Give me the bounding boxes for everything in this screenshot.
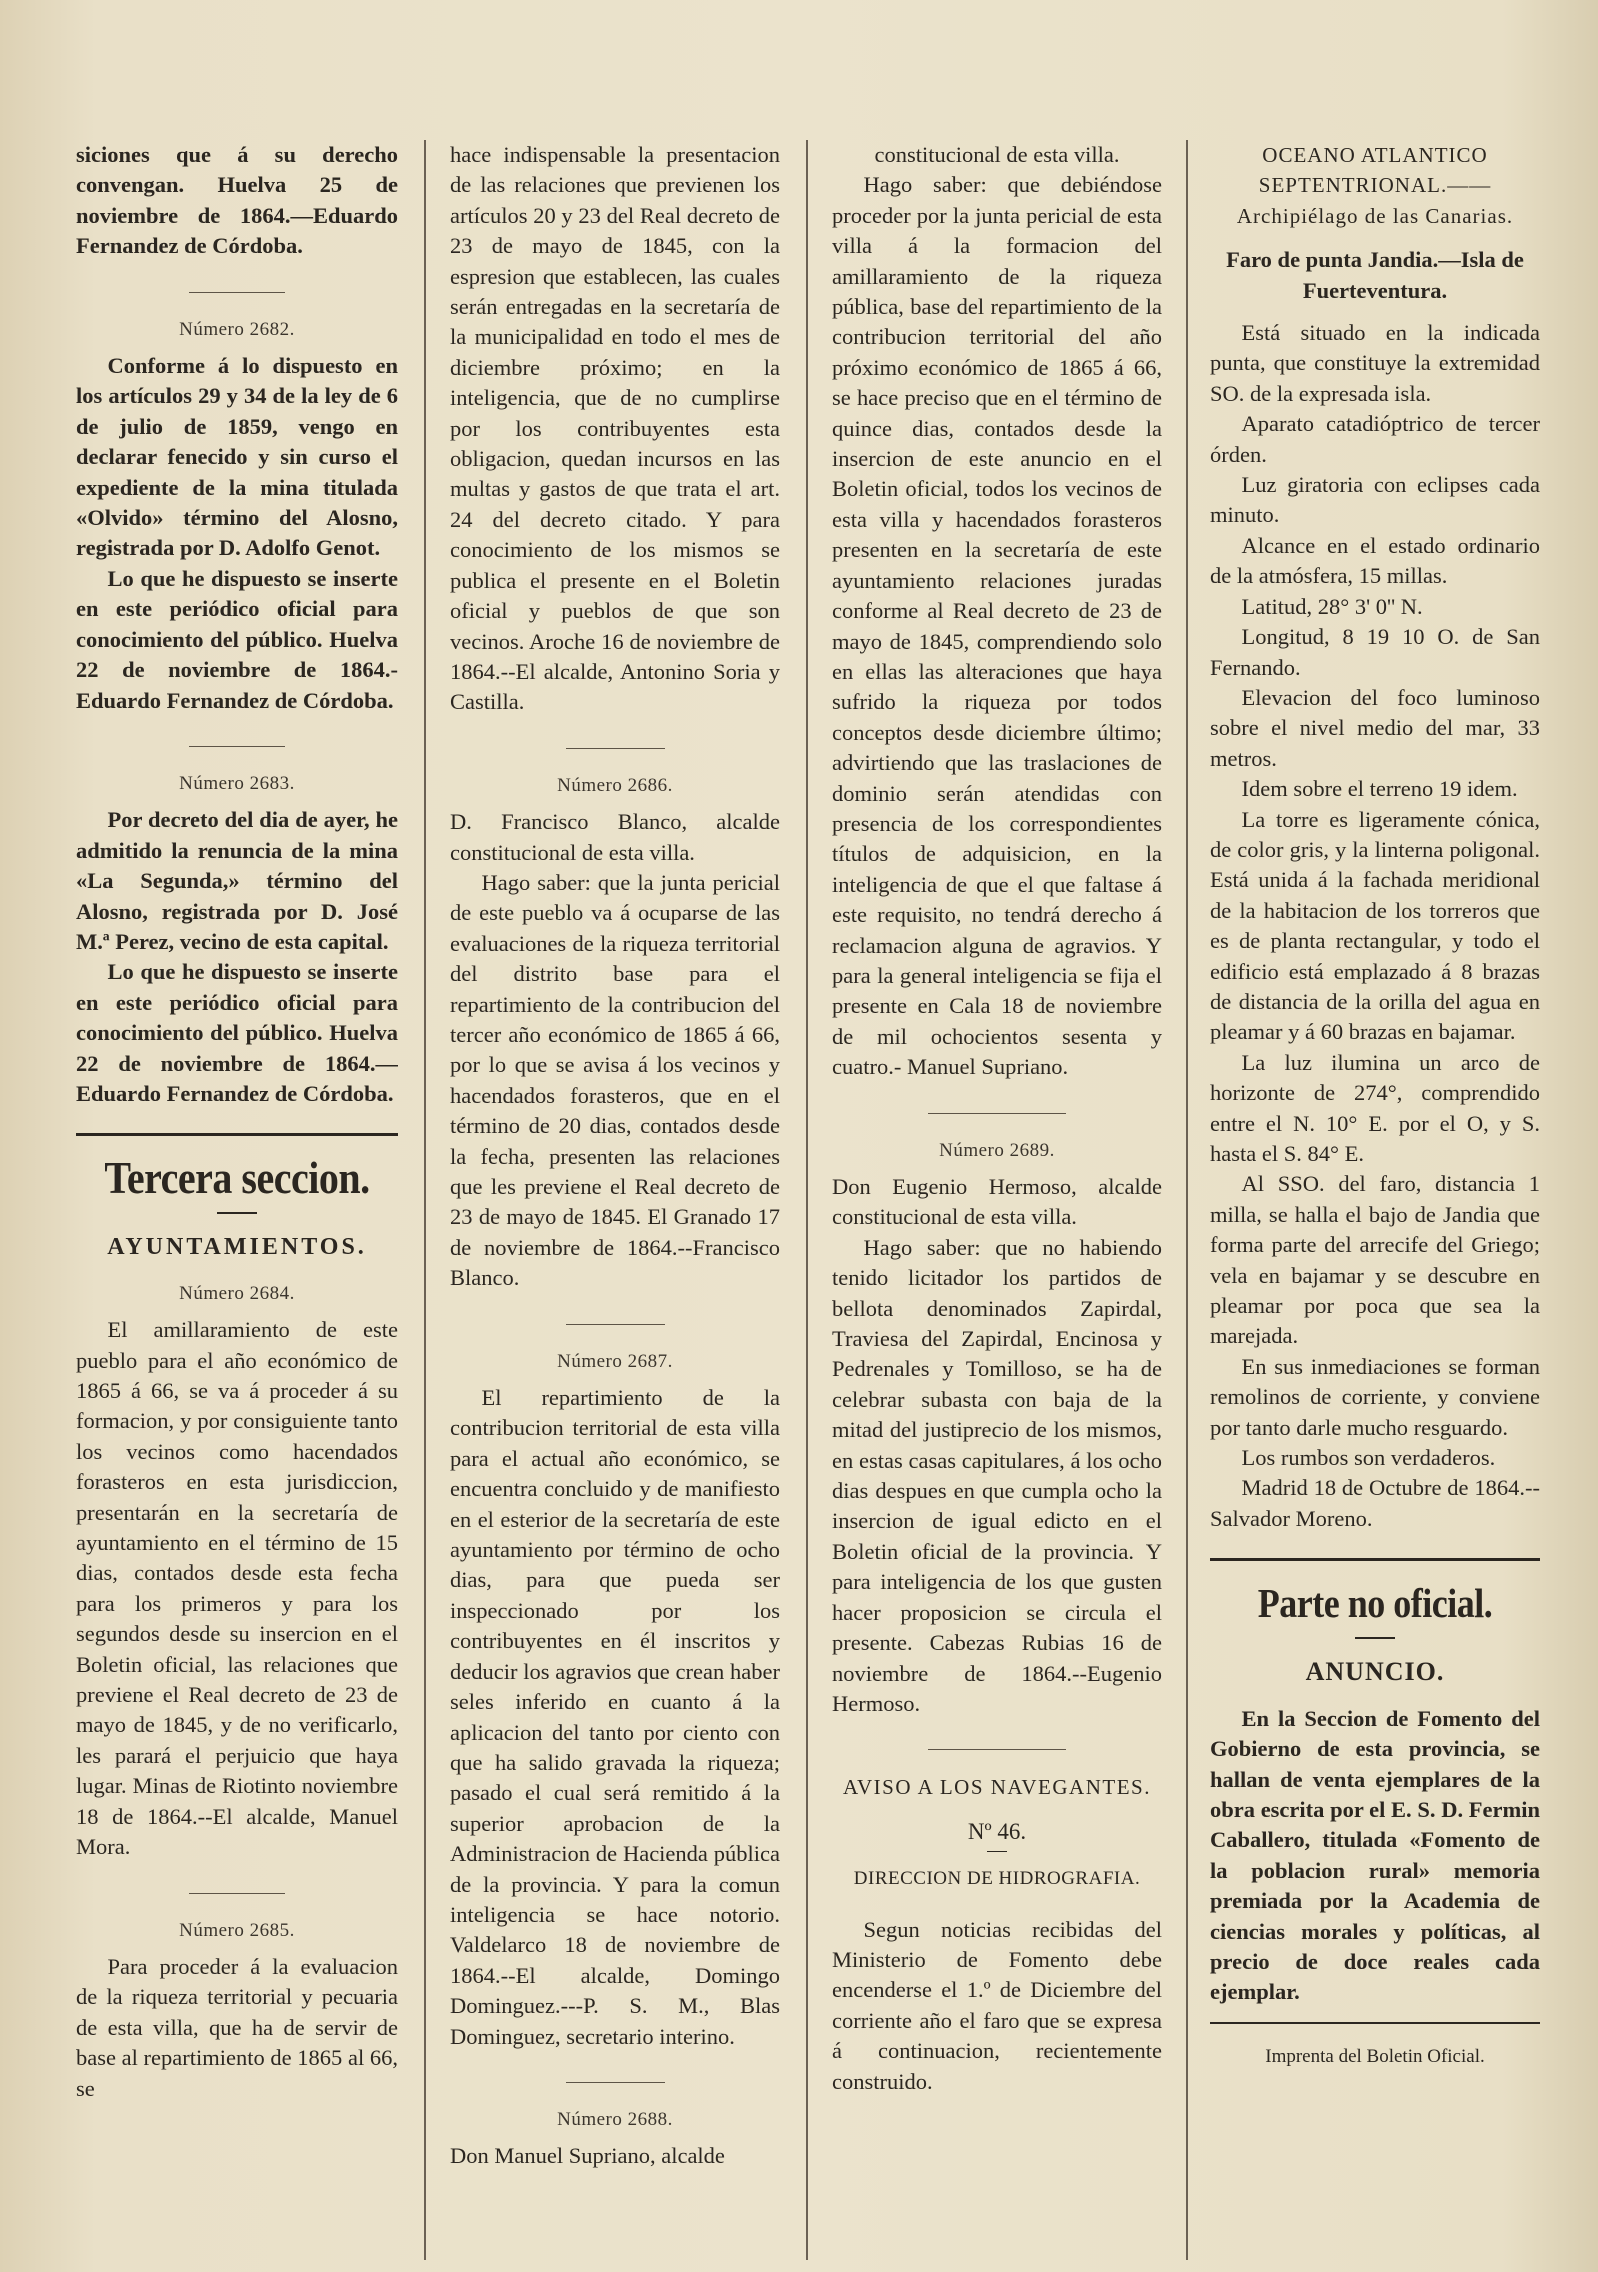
paragraph: Hago saber: que la junta pericial de este pueblo va á ocuparse de las evaluaciones de la riqueza territorial del distrito base para el repartimiento de la contribucion del tercer año económico de 1865 á 66, por lo que se avisa á los vecinos y hacendados forasteros, que en el término de 20 dias, contados desde la fecha, presenten las relaciones que les previene el Real decreto de 23 de mayo de 1845. El Granado 17 de noviembre de 1864.--Francisco Blanco. bbox=[450, 869, 780, 1291]
paragraph: La luz ilumina un arco de horizonte de 274°, comprendido entre el N. 10° E. por el O, y S. hasta el S. 84° E. bbox=[1210, 1049, 1540, 1166]
notice-number: Número 2684. bbox=[179, 1282, 295, 1304]
divider bbox=[1355, 1637, 1395, 1639]
notice-number: Número 2686. bbox=[557, 774, 673, 796]
notice-number: Número 2687. bbox=[557, 1350, 673, 1372]
paragraph: Hago saber: que debiéndose proceder por la junta pericial de esta villa á la formacion del amillaramiento de la riqueza pública, base del repartimiento de la contribucion territorial del año próximo económico de 1865 á 66, se hace preciso que en el término de quince dias, contados desde la insercion de este anuncio en el Boletin oficial, todos los vecinos de esta villa y hacendados forasteros presenten en la secretaría de este ayuntamiento relaciones juradas conforme al Real decreto de 23 de mayo de 1845, comprendiendo solo en ellas las alteraciones que haya sufrido la riqueza por todos conceptos desde diciembre último; advirtiendo que las traslaciones de dominio serán atendidas con presencia de los correspondientes títulos de adquisicion, en la inteligencia de que el que faltase á este requisito, no tendrá derecho á reclamacion alguna de agravios. Y para la general inteligencia se fija el presente en Cala 18 de noviembre de mil ochocientos sesenta y cuatro.- Manuel Supriano. bbox=[832, 172, 1162, 1080]
paragraph: Por decreto del dia de ayer, he admitido la renuncia de la mina «La Segunda,» término del Alosno, registrada por D. José M.ª Perez, vecino de esta capital. bbox=[76, 807, 398, 954]
paragraph: En sus inmediaciones se forman remolinos de corriente, y conviene por tanto darle mucho resguardo. bbox=[1210, 1353, 1540, 1440]
paragraph: Al SSO. del faro, distancia 1 milla, se halla el bajo de Jandia que forma parte del arrecife del Griego; vela en bajamar y se descubre en pleamar por poca que sea la marejada. bbox=[1210, 1171, 1540, 1349]
divider bbox=[189, 746, 286, 747]
notice-number: Nº 46. bbox=[967, 1818, 1027, 1844]
paragraph: hace indispensable la presentacion de las relaciones que previenen los artículos 20 y 23 del Real decreto de 23 de mayo de 1845, con la espresion que establecen, las cuales serán entregadas en la secretaría de la municipalidad en todo el mes de diciembre próximo; en la inteligencia, que de no cumplirse por los contribuyentes esta obligacion, quedan incursos en las multas y gastos de que trata el art. 24 del decreto citado. Y para conocimiento de los mismos se publica el presente en el Boletin oficial y pueblos de que son vecinos. Aroche 16 de noviembre de 1864.--El alcalde, Antonino Soria y Castilla. bbox=[450, 142, 780, 715]
paragraph: Don Eugenio Hermoso, alcalde constitucional de esta villa. bbox=[832, 1174, 1162, 1230]
paragraph: Latitud, 28° 3' 0'' N. bbox=[1241, 593, 1423, 619]
notice-heading: OCEANO ATLANTICO SEPTENTRIONAL.——Archipiélago de las Canarias. bbox=[1236, 143, 1514, 228]
paragraph: Para proceder á la evaluacion de la riqueza territorial y pecuaria de esta villa, que ha de servir de base al repartimiento de 1865 al 66, se bbox=[76, 1953, 398, 2101]
notice-number: Número 2689. bbox=[939, 1139, 1055, 1161]
divider bbox=[566, 2082, 665, 2083]
paragraph: Está situado en la indicada punta, que constituye la extremidad SO. de la expresada isla. bbox=[1210, 320, 1540, 406]
paragraph: Conforme á lo dispuesto en los artículos 29 y 34 de la ley de 6 de julio de 1859, vengo en declarar fenecido y sin curso el expediente de la mina titulada «Olvido» término del Alosno, registrada por D. Adolfo Genot. bbox=[76, 353, 398, 561]
divider bbox=[928, 1749, 1067, 1750]
paragraph: Idem sobre el terreno 19 idem. bbox=[1241, 776, 1518, 802]
section-rule bbox=[1210, 2022, 1540, 2024]
paragraph: Madrid 18 de Octubre de 1864.--Salvador Moreno. bbox=[1210, 1475, 1540, 1531]
column-4 bbox=[1210, 140, 1540, 2265]
section-subtitle: AYUNTAMIENTOS. bbox=[107, 1234, 367, 1261]
notice-number: Número 2682. bbox=[179, 318, 295, 340]
paragraph: Aparato catadióptrico de tercer órden. bbox=[1210, 411, 1540, 467]
paragraph: Don Manuel Supriano, alcalde bbox=[450, 2143, 725, 2169]
column-1 bbox=[76, 140, 398, 2265]
paragraph: En la Seccion de Fomento del Gobierno de esta provincia, se hallan de venta ejemplares de la obra escrita por el E. S. D. Fermin Caballero, titulada «Fomento de la poblacion rural» memoria premiada por la Academia de ciencias morales y políticas, al precio de doce reales cada ejemplar. bbox=[1210, 1705, 1540, 2005]
section-title: Parte no oficial. bbox=[1257, 1580, 1493, 1627]
paragraph: La torre es ligeramente cónica, de color gris, y la linterna poligonal. Está unida á la fachada meridional de la habitacion de los torreros que es de planta rectangular, y todo el edificio está emplazado á 8 brazas de distancia de la orilla del agua en pleamar y á 60 brazas en bajamar. bbox=[1210, 806, 1540, 1045]
notice-number: Número 2683. bbox=[179, 772, 295, 794]
divider bbox=[189, 1893, 286, 1894]
divider bbox=[566, 1324, 665, 1325]
column-rule bbox=[1186, 140, 1188, 2260]
divider bbox=[566, 748, 665, 749]
paragraph: siciones que á su derecho convengan. Huelva 25 de noviembre de 1864.—Eduardo Fernandez de Córdoba. bbox=[76, 142, 398, 259]
divider bbox=[928, 1113, 1067, 1114]
paragraph: Longitud, 8 19 10 O. de San Fernando. bbox=[1210, 624, 1540, 680]
printer-imprint: Imprenta del Boletin Oficial. bbox=[1265, 2045, 1485, 2067]
paragraph: Segun noticias recibidas del Ministerio de Fomento debe encenderse el 1.º de Diciembre del corriente año el faro que se expresa á continuacion, recientemente construido. bbox=[832, 1916, 1162, 2094]
notice-heading: AVISO A LOS NAVEGANTES. bbox=[843, 1775, 1151, 1800]
notice-subheading: Faro de punta Jandia.—Isla de Fuerteventura. bbox=[1226, 247, 1524, 303]
divider bbox=[189, 292, 286, 293]
section-title: Tercera seccion. bbox=[104, 1151, 370, 1204]
paragraph: Los rumbos son verdaderos. bbox=[1241, 1445, 1496, 1471]
paragraph: constitucional de esta villa. bbox=[874, 142, 1120, 167]
divider bbox=[987, 1851, 1007, 1852]
column-rule bbox=[806, 140, 808, 2260]
paragraph: El repartimiento de la contribucion territorial de esta villa para el actual año económico, se encuentra concluido y de manifiesto en el esterior de la secretaría de este ayuntamiento por término de ocho dias, para que pueda ser inspeccionado por los contribuyentes en él inscritos y deducir los agravios que crean haber seles inferido en cuanto á la aplicacion del tanto por ciento con que ha salido gravada la riqueza; pasado el cual será remitido á la superior aprobacion de la Administracion de Hacienda pública de la provincia. Y para la comun inteligencia se hace notorio. Valdelarco 18 de noviembre de 1864.--El alcalde, Domingo Dominguez.---P. S. M., Blas Dominguez, secretario interino. bbox=[450, 1385, 780, 2049]
notice-number: Número 2685. bbox=[179, 1919, 295, 1941]
paragraph: El amillaramiento de este pueblo para el año económico de 1865 á 66, se va á proceder á su formacion, y por consiguiente tanto los vecinos como hacendados forasteros en esta jurisdiccion, presentarán en la secretaría de ayuntamiento en el término de 15 dias, contados desde esta fecha para los primeros y para los segundos desde su insercion en el Boletin oficial, las relaciones que previene el Real decreto de 23 de mayo de 1845, y de no verificarlo, les parará el perjuicio que haya lugar. Minas de Riotinto noviembre 18 de 1864.--El alcalde, Manuel Mora. bbox=[76, 1317, 398, 1860]
paragraph: Luz giratoria con eclipses cada minuto. bbox=[1210, 472, 1540, 528]
paragraph: Lo que he dispuesto se inserte en este periódico oficial para conocimiento del público. Huelva 22 de noviembre de 1864.-Eduardo Fernandez de Córdoba. bbox=[76, 565, 398, 713]
notice-number: Número 2688. bbox=[557, 2108, 673, 2130]
paragraph: Hago saber: que no habiendo tenido licitador los partidos de bellota denominados Zapirdal, Traviesa del Zapirdal, Encinosa y Pedrenales y Tomilloso, se ha de celebrar subasta con baja de la mitad del justiprecio de los mismos, en estas casas capitulares, á los ocho dias despues en que cumpla ocho la insercion de igual edicto en el Boletin oficial de la provincia. Y para inteligencia de los que gusten hacer proposicion se circula el presente. Cabezas Rubias 16 de noviembre de 1864.--Eugenio Hermoso. bbox=[832, 1234, 1162, 1716]
paragraph: D. Francisco Blanco, alcalde constitucional de esta villa. bbox=[450, 809, 780, 865]
column-3 bbox=[832, 140, 1162, 2265]
paragraph: Alcance en el estado ordinario de la atmósfera, 15 millas. bbox=[1210, 532, 1540, 589]
column-rule bbox=[424, 140, 426, 2260]
section-rule bbox=[76, 1133, 398, 1136]
column-2 bbox=[450, 140, 780, 2265]
divider bbox=[217, 1212, 257, 1214]
paragraph: Lo que he dispuesto se inserte en este periódico oficial para conocimiento del público. Huelva 22 de noviembre de 1864.—Eduardo Fernandez de Córdoba. bbox=[76, 959, 398, 1106]
notice-subheading: DIRECCION DE HIDROGRAFIA. bbox=[853, 1868, 1141, 1890]
section-rule bbox=[1210, 1558, 1540, 1561]
paragraph: Elevacion del foco luminoso sobre el nivel medio del mar, 33 metros. bbox=[1210, 684, 1540, 771]
section-subtitle: ANUNCIO. bbox=[1305, 1657, 1445, 1687]
